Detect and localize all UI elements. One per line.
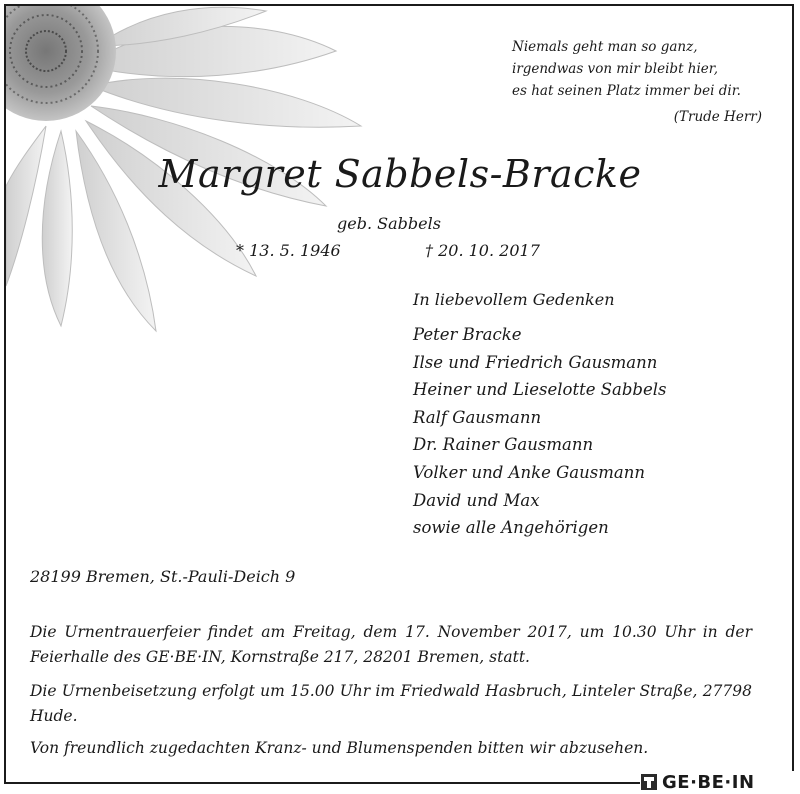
memorial-quote — [512, 36, 772, 128]
mourner-name: Dr. Rainer Gausmann — [413, 435, 594, 455]
quote-line: es hat seinen Platz immer bei dir. — [512, 83, 741, 99]
mourner-name: Volker und Anke Gausmann — [413, 462, 645, 482]
mourner-name: Ilse und Friedrich Gausmann — [413, 352, 658, 372]
memorial-intro: In liebevollem Gedenken — [413, 290, 615, 309]
ceremony-paragraph: Die Urnentrauerfeier findet am Freitag, dem 17. November 2017, um 10.30 Uhr in der Feierhalle des GE·BE·IN, Kornstraße 217, 28201 Bremen, statt. — [30, 623, 752, 666]
quote-author: (Trude Herr) — [673, 109, 762, 125]
gebein-logo-icon — [640, 773, 658, 791]
mourners-list — [413, 321, 667, 542]
donation-paragraph: Von freundlich zugedachten Kranz- und Blumenspenden bitten wir abzusehen. — [30, 739, 649, 757]
mourner-name: David und Max — [413, 490, 540, 510]
burial-paragraph: Die Urnenbeisetzung erfolgt um 15.00 Uhr im Friedwald Hasbruch, Linteler Straße, 27798 Hude. — [30, 682, 752, 725]
mourner-name: Heiner und Lieselotte Sabbels — [413, 380, 667, 400]
mourner-name: sowie alle Angehörigen — [413, 518, 609, 538]
family-address: 28199 Bremen, St.-Pauli-Deich 9 — [30, 567, 296, 586]
birth-date: * 13. 5. 1946 — [236, 241, 341, 260]
deceased-name: Margret Sabbels-Bracke — [158, 152, 642, 196]
maiden-name: geb. Sabbels — [337, 214, 441, 233]
mourner-name: Peter Bracke — [413, 325, 522, 344]
quote-line: irgendwas von mir bleibt hier, — [512, 61, 719, 77]
gebein-logo-text: GE·BE·IN — [662, 771, 755, 793]
quote-line: Niemals geht man so ganz, — [512, 39, 698, 55]
mourner-name: Ralf Gausmann — [413, 407, 542, 427]
death-date: † 20. 10. 2017 — [425, 241, 540, 260]
gebein-logo — [640, 771, 796, 793]
